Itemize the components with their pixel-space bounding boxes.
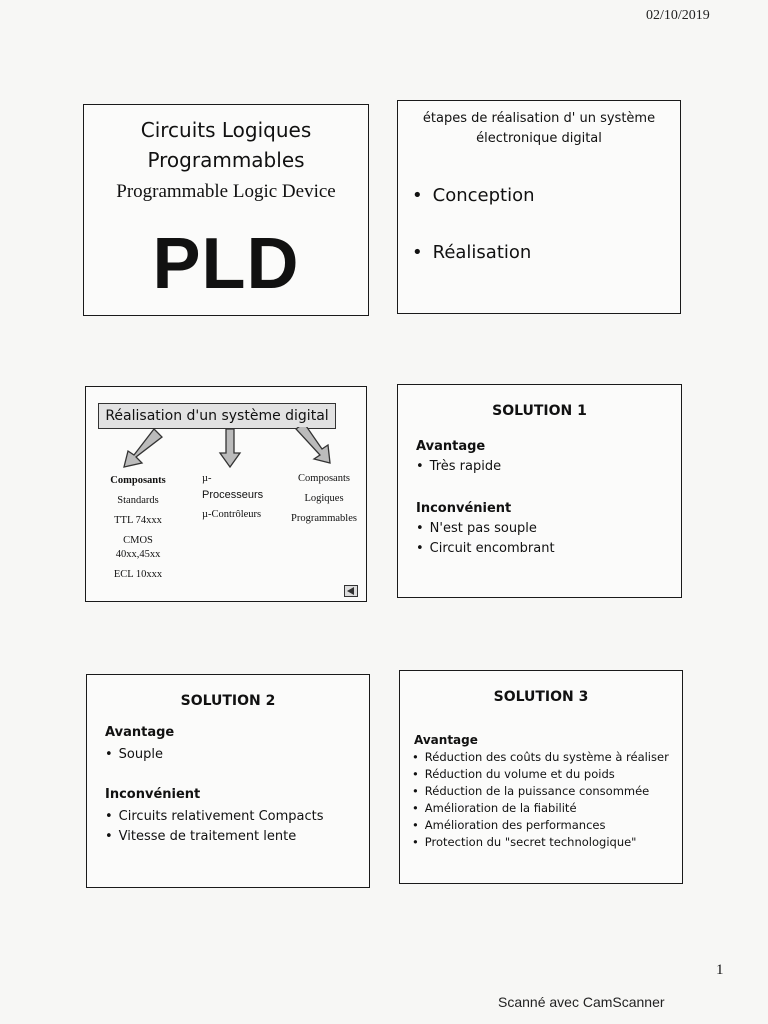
solution-1-drawbacks (416, 519, 555, 559)
col2-line: µ-Contrôleurs (202, 509, 262, 520)
scanner-watermark: Scanné avec CamScanner (498, 994, 665, 1010)
solution-1-drawback-label: Inconvénient (416, 501, 512, 516)
list-item: • Très rapide (416, 457, 501, 477)
slide-realisation (85, 386, 367, 602)
list-item: • Réalisation (412, 242, 535, 263)
list-item: • Vitesse de traitement lente (105, 827, 324, 847)
page-date: 02/10/2019 (646, 8, 710, 23)
list-item: • Souple (105, 745, 163, 765)
solution-2-drawbacks (105, 807, 324, 847)
solution-1-advantages (416, 457, 501, 477)
list-item: • Amélioration de la fiabilité (412, 800, 669, 817)
list-item: • Réduction de la puissance consommée (412, 783, 669, 800)
col-programmable-components (282, 469, 366, 529)
solution-3-advantages (412, 749, 669, 851)
solution-2-advantage-label: Avantage (105, 725, 175, 740)
list-item: • Conception (412, 185, 535, 206)
slide-solution-3 (399, 670, 683, 884)
list-item: • Réduction des coûts du système à réaliser (412, 749, 669, 766)
col2-line: µ- (202, 473, 212, 484)
solution-2-advantages (105, 745, 163, 765)
slide-steps-list (412, 185, 535, 299)
list-item: • Circuit encombrant (416, 539, 555, 559)
col3-line: Logiques (304, 493, 344, 504)
list-item: • N'est pas souple (416, 519, 555, 539)
list-item: • Réduction du volume et du poids (412, 766, 669, 783)
col3-line: Programmables (291, 513, 357, 524)
solution-1-advantage-label: Avantage (416, 439, 486, 454)
slide-steps (397, 100, 681, 314)
col-standard-components (96, 471, 180, 585)
col1-line: ECL 10xxx (113, 569, 163, 580)
slide-solution-2 (86, 674, 370, 888)
realisation-banner: Réalisation d'un système digital (98, 403, 336, 429)
back-arrow-icon (344, 585, 358, 597)
list-item: • Circuits relativement Compacts (105, 807, 324, 827)
page-number: 1 (716, 962, 724, 978)
solution-2-drawback-label: Inconvénient (105, 787, 201, 802)
slide-solution-1 (397, 384, 682, 598)
slide-title-acronym: PLD (152, 224, 300, 304)
col1-title: Composants (110, 475, 166, 486)
solution-3-title: SOLUTION 3 (493, 689, 589, 705)
list-item: • Amélioration des performances (412, 817, 669, 834)
col3-line: Composants (298, 473, 350, 484)
solution-1-title: SOLUTION 1 (492, 403, 587, 419)
col2-line: Processeurs (202, 489, 264, 501)
slide-steps-heading: étapes de réalisation d' un système électronique digital (422, 111, 656, 146)
col-microprocessors (202, 471, 272, 523)
solution-2-title: SOLUTION 2 (180, 693, 276, 709)
solution-3-advantage-label: Avantage (414, 733, 478, 747)
col1-line: Standards (117, 495, 159, 506)
list-item: • Protection du "secret technologique" (412, 834, 669, 851)
slide-title-heading: Circuits Logiques Programmables (140, 118, 312, 172)
col1-line: CMOS 40xx,45xx (115, 535, 161, 560)
col1-line: TTL 74xxx (114, 515, 162, 526)
slide-title (83, 104, 369, 316)
slide-title-subtitle: Programmable Logic Device (116, 181, 336, 202)
